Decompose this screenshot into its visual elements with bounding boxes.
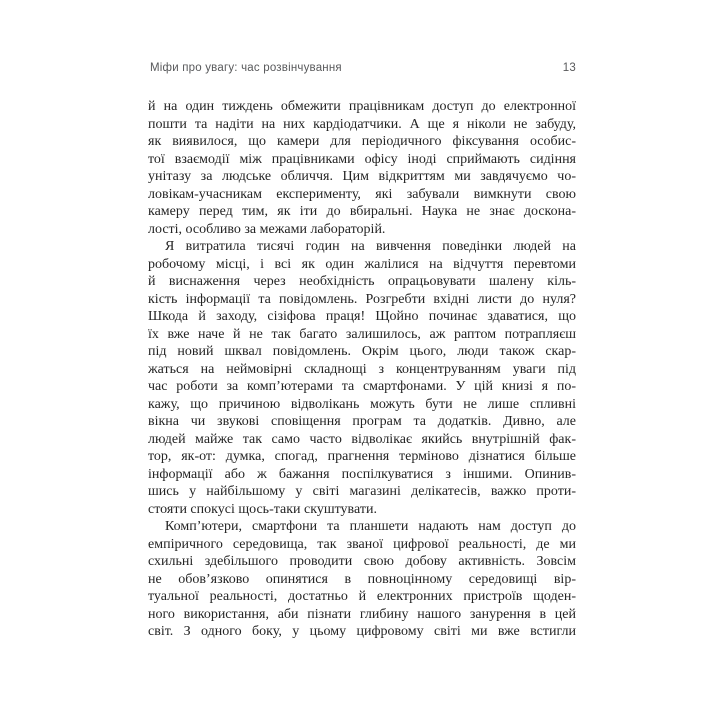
text-line: Шкода й заходу, сізіфова праця! Щойно починає здаватися, що (148, 309, 576, 324)
text-line: й на один тиждень обмежити працівникам доступ до електронної (148, 99, 576, 114)
text-line: ловікам-учасникам експерименту, які забували вимкнути свою (148, 186, 576, 202)
text-line: час роботи за комп’ютерами та смартфонами. У цій книзі я по- (148, 379, 576, 394)
text-line: унітазу за людське обличчя. Цим відкриттям ми завдячуємо чо- (148, 169, 576, 184)
text-line: стояти спокусі щось-таки скуштувати. (148, 501, 377, 517)
text-line: камеру перед тим, як іти до вбиральні. Наука не знає доскона- (148, 204, 576, 219)
text-line: під новий шквал повідомлень. Окрім цього, люди також скар- (148, 344, 576, 359)
text-line: не обов’язково опинятися в повноцінному середовищі вір- (148, 571, 576, 587)
text-line: жаться на неймовірні складнощі з концентруванням уваги під (148, 361, 576, 377)
text-line: пошти та надіти на них кардіодатчики. А ще я ніколи не забуду, (148, 116, 576, 132)
text-line: вікна чи звукові сповіщення програм та додатків. Дивно, але (148, 414, 576, 429)
text-line: Я витратила тисячі годин на вивчення поведінки людей на (165, 239, 576, 254)
running-title: Міфи про увагу: час розвінчування (150, 62, 342, 74)
page-body (148, 98, 576, 641)
page-header (150, 62, 576, 74)
text-line: людей майже так само часто відволікає якийсь внутрішній фак- (148, 431, 576, 447)
text-line: туальної реальності, достатньо й електронних пристроїв щоден- (148, 589, 576, 604)
text-line: світ. З одного боку, у цьому цифровому світі ми вже встигли (148, 624, 576, 639)
text-line: шись у найбільшому у світі магазині делікатесів, важко проти- (148, 484, 576, 499)
text-line: кість інформації та повідомлень. Розгребти вхідні листи до нуля? (148, 291, 576, 307)
text-line: їх вже наче й не так багато залишилось, аж раптом потрапляєш (148, 326, 576, 342)
text-line: інформації або ж бажання поспілкуватися з іншими. Опинив- (148, 466, 576, 482)
text-line: як виявилося, що камери для періодичного фіксування особис- (148, 134, 576, 149)
page-number: 13 (562, 62, 576, 74)
text-line: тої взаємодії між працівниками офісу іноді сприймають сидіння (148, 151, 576, 167)
text-line: й виснаження через необхідність опрацьовувати шалену кіль- (148, 274, 576, 289)
text-line: схильні здебільшого проводити свою добову активність. Зовсім (148, 554, 576, 569)
text-line: кажу, що причиною відволікань можуть бути не лише спливні (148, 396, 576, 412)
text-line: лості, особливо за межами лабораторій. (148, 221, 386, 237)
text-line: робочому місці, і всі як один жалілися на відчуття перевтоми (148, 256, 576, 272)
text-line: емпіричного середовища, так званої цифрової реальності, де ми (148, 536, 576, 552)
text-line: тор, як-от: думка, спогад, прагнення терміново дізнатися більше (148, 449, 576, 464)
text-line: Комп’ютери, смартфони та планшети надають нам доступ до (165, 519, 576, 534)
text-line: ного використання, аби пізнати глибину нашого занурення в цей (148, 606, 576, 622)
